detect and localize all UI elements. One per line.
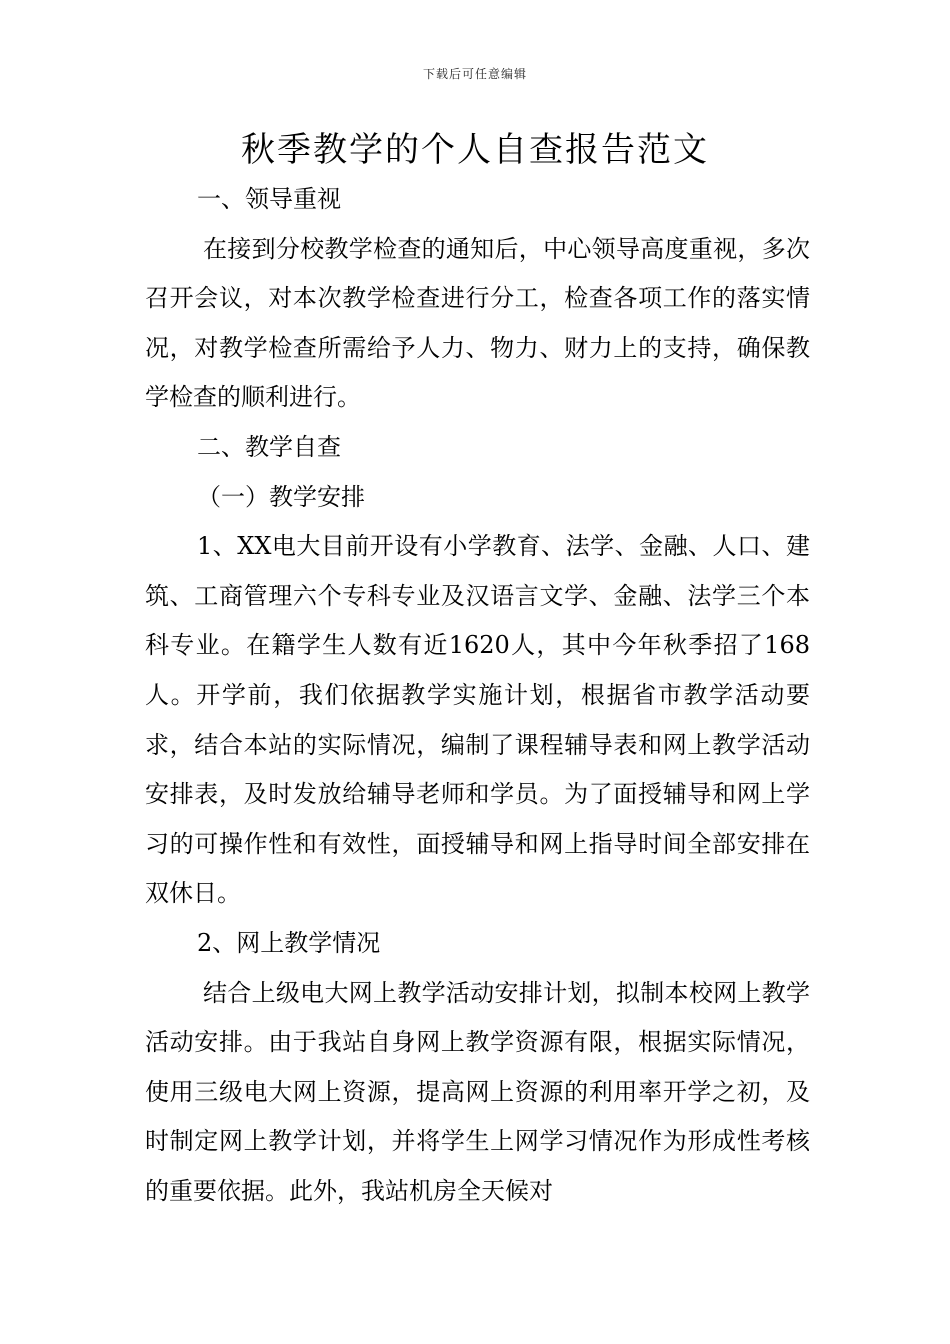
heading-teaching-self-check: 二、教学自查	[197, 432, 341, 461]
heading-leadership: 一、领导重视	[197, 185, 341, 213]
subheading-online-teaching: 2、网上教学情况	[197, 928, 381, 957]
document-title: 秋季教学的个人自查报告范文	[241, 130, 709, 170]
document-body	[145, 175, 810, 1216]
paragraph-online-teaching: 结合上级电大网上教学活动安排计划，拟制本校网上教学活动安排。由于我站自身网上教学资源有限，根据实际情况，使用三级电大网上资源，提高网上资源的利用率开学之初，及时制定网上教学计划，并将学生上网学习情况作为形成性考核的重要依据。此外，我站机房全天候对	[145, 978, 810, 1205]
paragraph-teaching-arrangement: 1、XX电大目前开设有小学教育、法学、金融、人口、建筑、工商管理六个专科专业及汉语言文学、金融、法学三个本科专业。在籍学生人数有近1620人，其中今年秋季招了168人。开学前，我们依据教学实施计划，根据省市教学活动要求，结合本站的实际情况，编制了课程辅导表和网上教学活动安排表，及时发放给辅导老师和学员。为了面授辅导和网上学习的可操作性和有效性，面授辅导和网上指导时间全部安排在双休日。	[145, 532, 810, 908]
paragraph-leadership: 在接到分校教学检查的通知后，中心领导高度重视，多次召开会议，对本次教学检查进行分工，检查各项工作的落实情况，对教学检查所需给予人力、物力、财力上的支持，确保教学检查的顺利进行。	[145, 234, 810, 412]
subheading-teaching-arrangement: （一）教学安排	[197, 482, 365, 511]
header-note: 下载后可任意编辑	[422, 67, 527, 81]
